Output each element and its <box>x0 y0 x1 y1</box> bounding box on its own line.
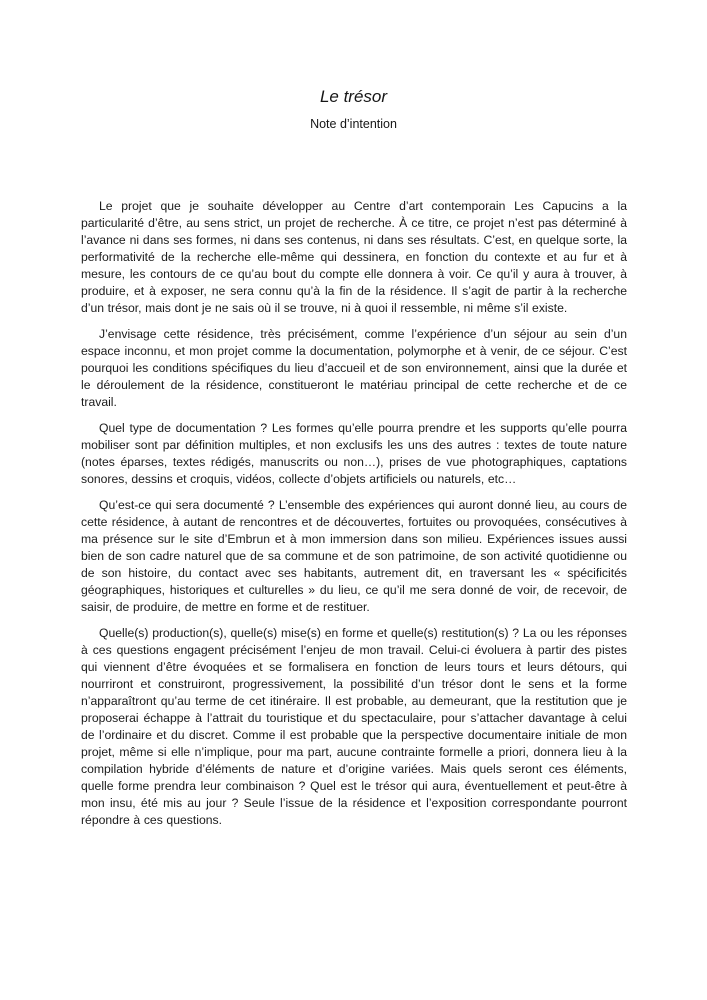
document-subtitle: Note d’intention <box>310 117 397 131</box>
paragraph-residence-experience: J’envisage cette résidence, très précisément, comme l’expérience d’un séjour au sein d’un espace inconnu, et mon projet comme la documentation, polymorphe et à venir, de ce séjour. C’est pourquoi les conditions spécifiques du lieu d’accueil et de son environnement, ainsi que la durée et le déroulement de la résidence, constitueront le matériau principal de cette recherche et de ce travail. <box>81 327 627 409</box>
document-body <box>81 198 627 829</box>
paragraph-production-restitution: Quelle(s) production(s), quelle(s) mise(s) en forme et quelle(s) restitution(s) ? La ou les réponses à ces questions engagent précisément l’enjeu de mon travail. Celui-ci évoluera à partir des pistes qui viennent d’être évoquées et se formalisera en fonction de leurs tours et leurs détours, qui nourriront et construiront, progressivement, la possibilité d’un trésor dont le sens et la forme n’apparaîtront qu’au terme de cet itinéraire. Il est probable, au demeurant, que la restitution que je proposerai échappe à l’attrait du touristique et du spectaculaire, pour s’attacher davantage à celui de l’ordinaire et du discret. Comme il est probable que la perspective documentaire initiale de mon projet, même si elle n’implique, pour ma part, aucune contrainte formelle a priori, donnera lieu à la compilation hybride d’éléments de nature et d’origine variées. Mais quels seront ces éléments, quelle forme prendra leur combinaison ? Quel est le trésor qui aura, éventuellement et peut-être à mon insu, été mis au jour ? Seule l’issue de la résidence et l’exposition correspondante pourront répondre à ces questions. <box>81 626 627 827</box>
paragraph-project-intro: Le projet que je souhaite développer au Centre d’art contemporain Les Capucins a la particularité d’être, au sens strict, un projet de recherche. À ce titre, ce projet n’est pas déterminé à l’avance ni dans ses formes, ni dans ses contenus, ni dans ses résultats. C’est, en quelque sorte, la performativité de la recherche elle-même qui dessinera, en fonction du contexte et au fur et à mesure, les contours de ce qu’au bout du compte elle donnera à voir. Ce qu’il y aura à trouver, à produire, et à exposer, ne sera connu qu’à la fin de la résidence. Il s’agit de partir à la recherche d’un trésor, mais dont je ne sais où il se trouve, ni à quoi il ressemble, ni même s’il existe. <box>81 199 627 315</box>
paragraph-documentation-types: Quel type de documentation ? Les formes qu’elle pourra prendre et les supports qu’elle pourra mobiliser sont par définition multiples, et non exclusifs les uns des autres : textes de toute nature (notes éparses, textes rédigés, manuscrits ou non…), prises de vue photographiques, captations sonores, dessins et croquis, vidéos, collecte d’objets artificiels ou naturels, etc… <box>81 421 627 486</box>
paragraph-what-documented: Qu’est-ce qui sera documenté ? L’ensemble des expériences qui auront donné lieu, au cours de cette résidence, à autant de rencontres et de découvertes, fortuites ou provoquées, consécutives à ma présence sur le site d’Embrun et à mon immersion dans son milieu. Expériences issues aussi bien de son cadre naturel que de sa commune et de son patrimoine, de son activité quotidienne ou de son histoire, du contact avec ses habitants, autrement dit, en traversant les « spécificités géographiques, historiques et culturelles » du lieu, ce qu’il me sera donné de voir, de recevoir, de saisir, de produire, de mettre en forme et de restituer. <box>81 498 627 614</box>
document-title: Le trésor <box>319 87 388 106</box>
